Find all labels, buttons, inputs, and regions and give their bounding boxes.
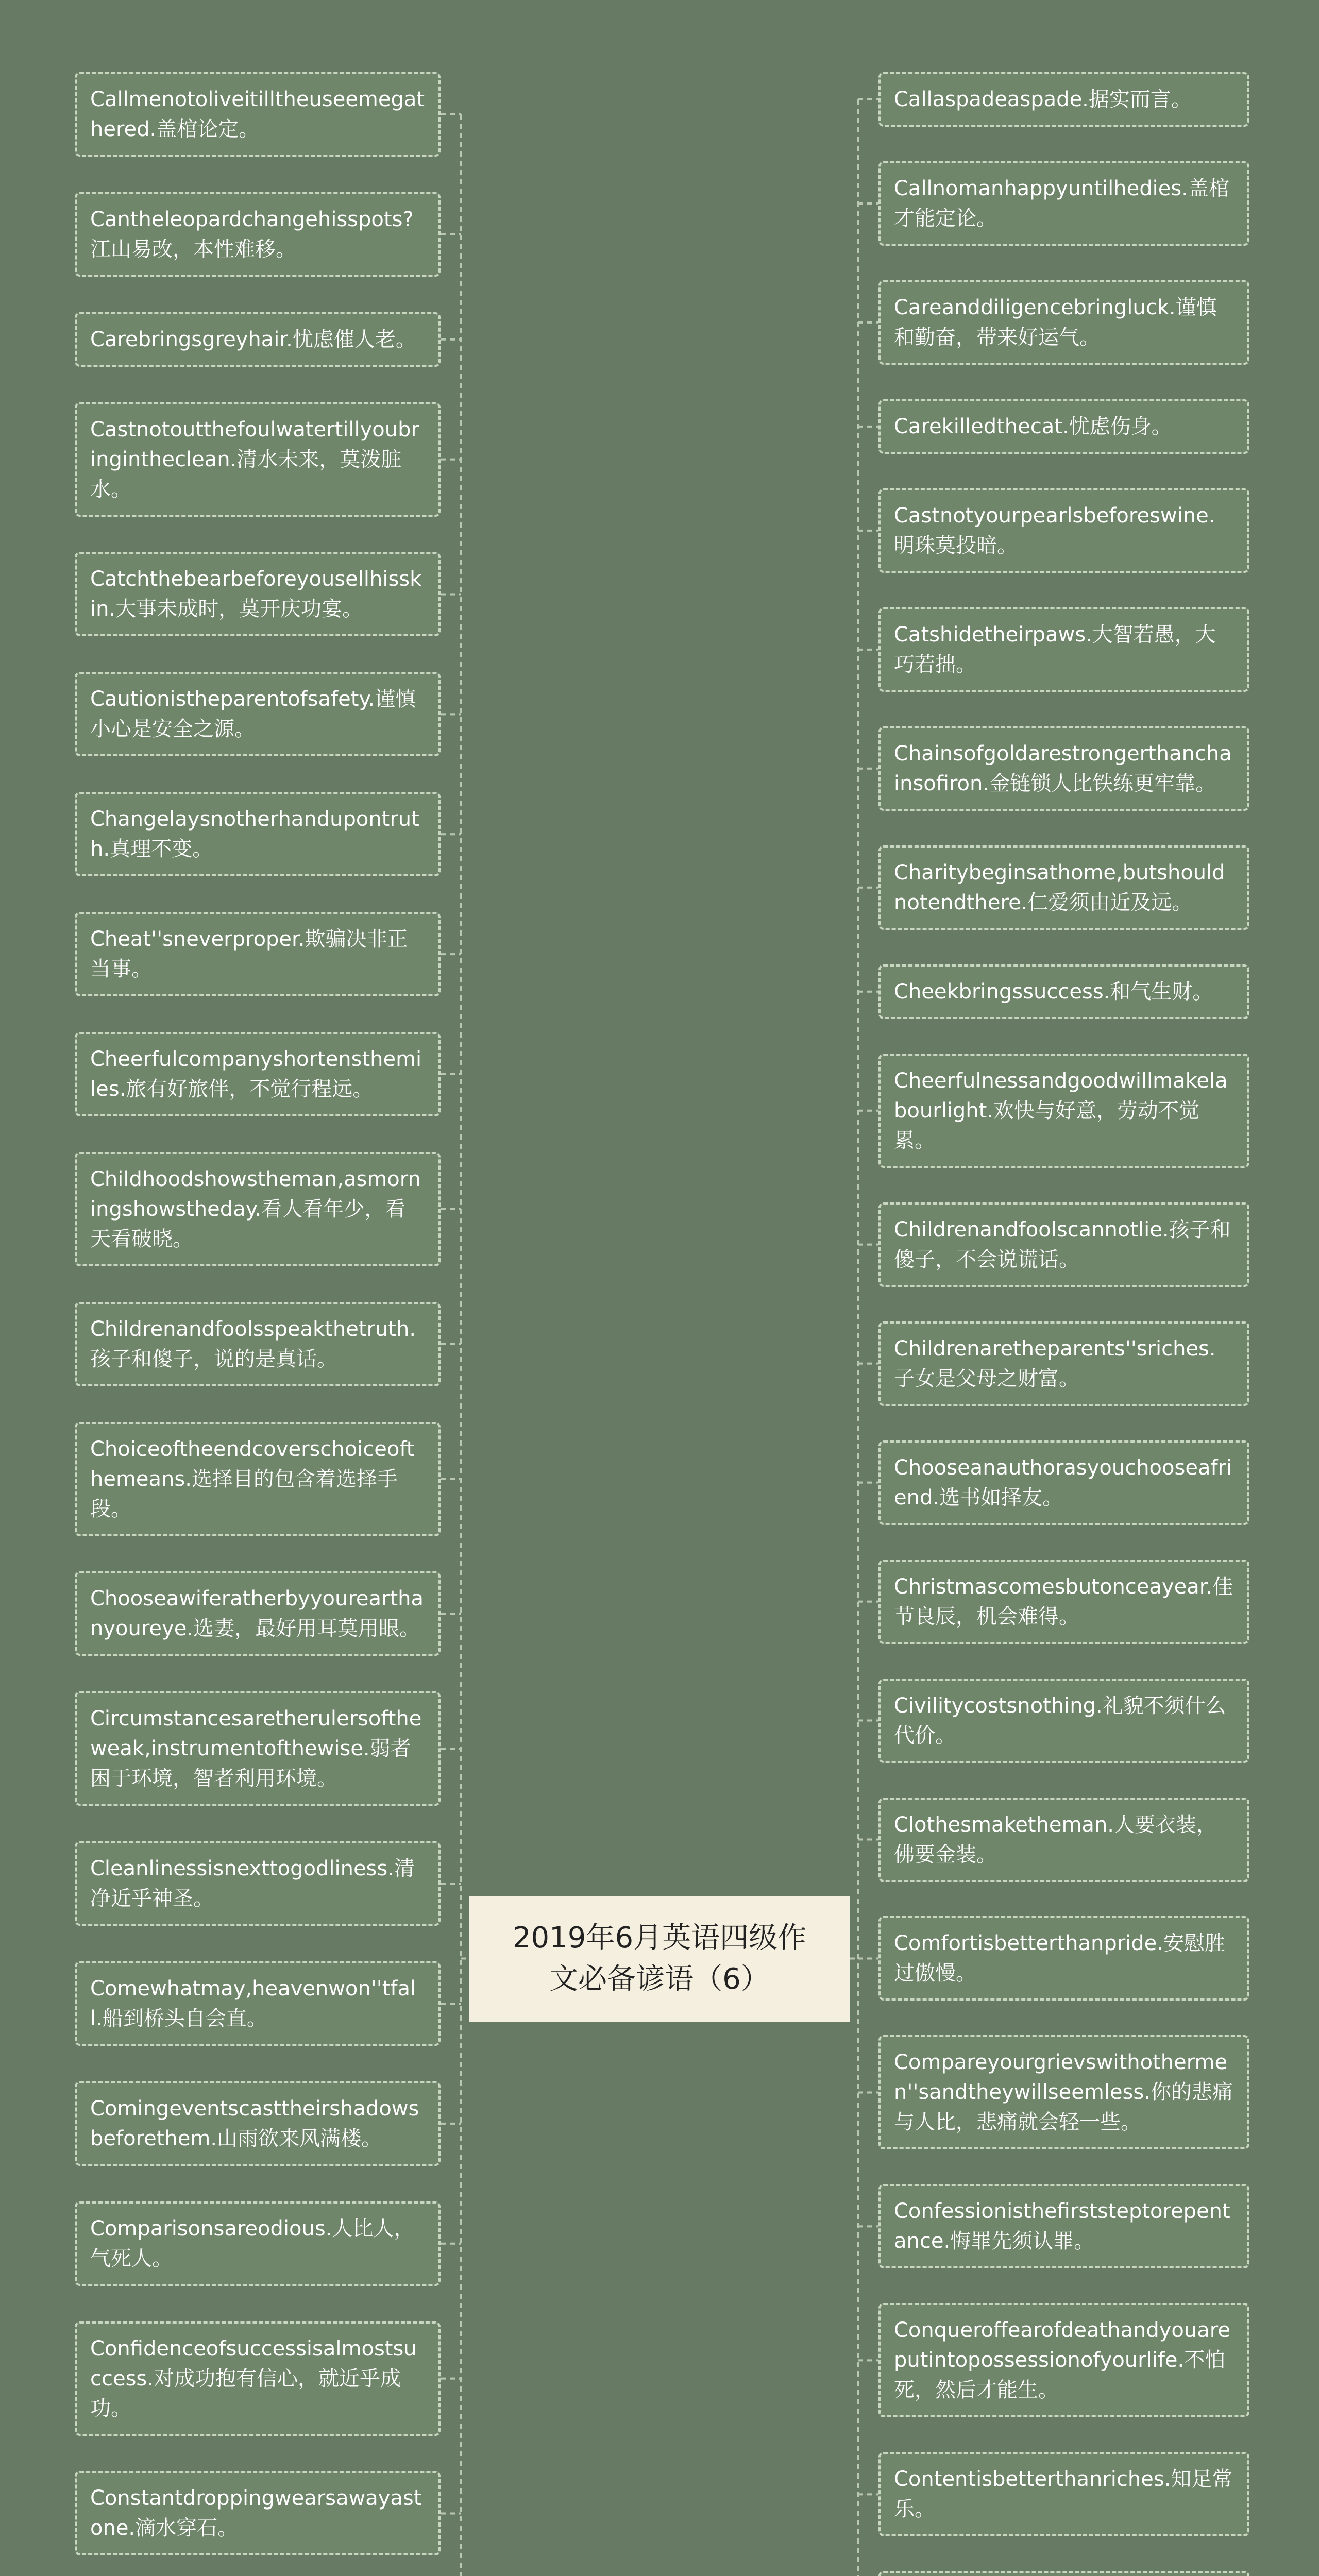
right-proverb-node[interactable]: Conqueroffearofdeathandyouareputintopossessionofyourlife.不怕死，然后才能生。 [878, 2303, 1249, 2417]
right-proverb-node[interactable]: Callnomanhappyuntilhedies.盖棺才能定论。 [878, 161, 1249, 246]
left-proverb-node[interactable]: Confidenceofsuccessisalmostsuccess.对成功抱有信心，就近乎成功。 [75, 2321, 441, 2436]
left-proverb-node[interactable]: Comparisonsareodious.人比人，气死人。 [75, 2201, 441, 2286]
right-proverb-node[interactable]: Clothesmaketheman.人要衣装，佛要金装。 [878, 1798, 1249, 1882]
center-topic[interactable]: 2019年6月英语四级作文必备谚语（6） [469, 1896, 850, 2022]
left-proverb-node[interactable]: Comingeventscasttheirshadowsbeforethem.山雨欲来风满楼。 [75, 2081, 441, 2166]
left-proverb-node[interactable]: Childrenandfoolsspeakthetruth.孩子和傻子，说的是真话。 [75, 1302, 441, 1386]
right-proverb-node[interactable]: Childrenaretheparents''sriches.子女是父母之财富。 [878, 1321, 1249, 1406]
left-proverb-node[interactable]: Circumstancesaretherulersoftheweak,instrumentofthewise.弱者困于环境，智者利用环境。 [75, 1691, 441, 1806]
right-proverb-node[interactable] [878, 2571, 1249, 2576]
left-proverb-node[interactable]: Cleanlinessisnexttogodliness.清净近乎神圣。 [75, 1841, 441, 1926]
right-proverb-node[interactable]: Cheekbringssuccess.和气生财。 [878, 964, 1249, 1019]
left-proverb-node[interactable]: Catchthebearbeforeyousellhisskin.大事未成时，莫开庆功宴。 [75, 552, 441, 636]
right-proverb-node[interactable]: Catshidetheirpaws.大智若愚，大巧若拙。 [878, 607, 1249, 692]
left-proverb-node[interactable]: Carebringsgreyhair.忧虑催人老。 [75, 312, 441, 367]
right-proverb-node[interactable]: Christmascomesbutonceayear.佳节良辰，机会难得。 [878, 1560, 1249, 1644]
right-proverb-node[interactable]: Callaspadeaspade.据实而言。 [878, 72, 1249, 127]
left-proverb-node[interactable]: Callmenotoliveitilltheuseemegathered.盖棺论定。 [75, 72, 441, 157]
left-proverb-node[interactable]: Castnotoutthefoulwatertillyoubringintheclean.清水未来，莫泼脏水。 [75, 402, 441, 517]
left-proverb-node[interactable]: Choiceoftheendcoverschoiceofthemeans.选择目的包含着选择手段。 [75, 1422, 441, 1536]
right-proverb-node[interactable]: Childrenandfoolscannotlie.孩子和傻子，不会说谎话。 [878, 1202, 1249, 1287]
left-proverb-node[interactable]: Chooseawiferatherbyyourearthanyoureye.选妻，最好用耳莫用眼。 [75, 1571, 441, 1656]
left-proverb-node[interactable]: Cantheleopardchangehisspots?江山易改，本性难移。 [75, 192, 441, 277]
right-proverb-node[interactable]: Castnotyourpearlsbeforeswine.明珠莫投暗。 [878, 488, 1249, 573]
left-proverb-node[interactable]: Cheat''sneverproper.欺骗决非正当事。 [75, 912, 441, 996]
right-proverb-node[interactable]: Confessionisthefirststeptorepentance.悔罪先须认罪。 [878, 2184, 1249, 2268]
left-proverb-node[interactable]: Constantdroppingwearsawayastone.滴水穿石。 [75, 2471, 441, 2555]
right-proverb-node[interactable]: Chainsofgoldarestrongerthanchainsofiron.金链锁人比铁练更牢靠。 [878, 726, 1249, 811]
left-proverb-node[interactable]: Cheerfulcompanyshortensthemiles.旅有好旅伴，不觉行程远。 [75, 1032, 441, 1116]
left-proverb-node[interactable]: Changelaysnotherhandupontruth.真理不变。 [75, 792, 441, 876]
left-proverb-node[interactable]: Cautionistheparentofsafety.谨慎小心是安全之源。 [75, 672, 441, 756]
right-proverb-node[interactable]: Contentisbetterthanriches.知足常乐。 [878, 2452, 1249, 2536]
right-proverb-node[interactable]: Cheerfulnessandgoodwillmakelabourlight.欢快与好意，劳动不觉累。 [878, 1054, 1249, 1168]
left-proverb-node[interactable]: Childhoodshowstheman,asmorningshowstheday.看人看年少，看天看破晓。 [75, 1152, 441, 1266]
right-proverb-node[interactable]: Carekilledthecat.忧虑伤身。 [878, 399, 1249, 454]
right-proverb-node[interactable]: Charitybeginsathome,butshouldnotendthere.仁爱须由近及远。 [878, 845, 1249, 930]
left-proverb-node[interactable]: Comewhatmay,heavenwon''tfall.船到桥头自会直。 [75, 1961, 441, 2046]
right-proverb-node[interactable]: Chooseanauthorasyouchooseafriend.选书如择友。 [878, 1440, 1249, 1525]
right-proverb-node[interactable]: Civilitycostsnothing.礼貌不须什么代价。 [878, 1679, 1249, 1763]
right-proverb-node[interactable]: Careanddiligencebringluck.谨慎和勤奋，带来好运气。 [878, 280, 1249, 365]
right-proverb-node[interactable]: Comfortisbetterthanpride.安慰胜过傲慢。 [878, 1916, 1249, 2001]
right-proverb-node[interactable]: Compareyourgrievswithothermen''sandtheywillseemless.你的悲痛与人比，悲痛就会轻一些。 [878, 2035, 1249, 2149]
